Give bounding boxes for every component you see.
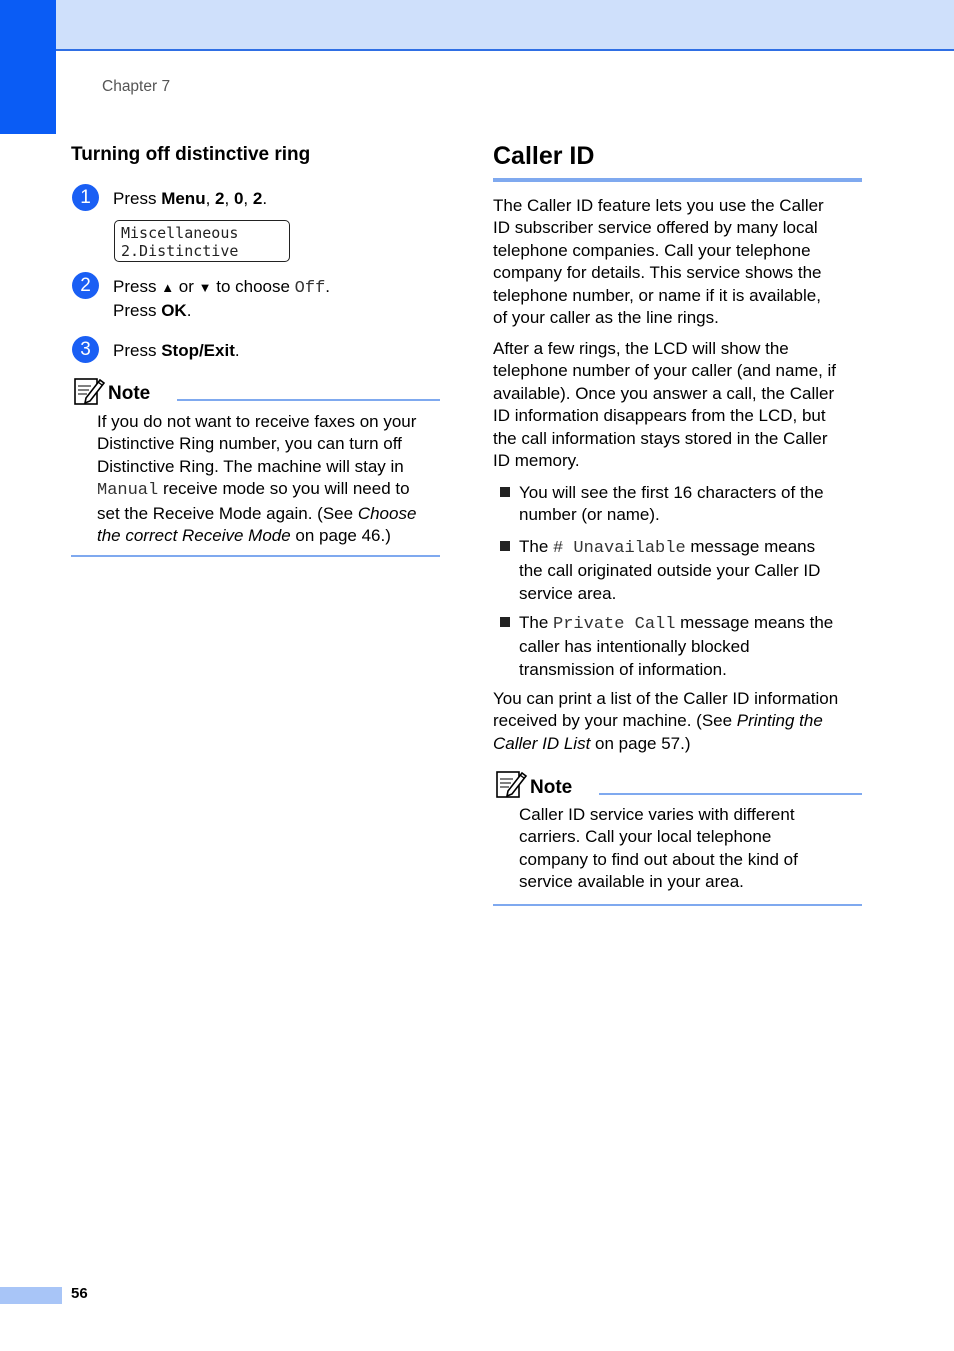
note-pencil-icon	[496, 769, 528, 799]
note-header-rule	[177, 399, 440, 401]
paragraph-lcd: After a few rings, the LCD will show the telephone number of your caller (and name, if available). Once you answer a call, the Caller ID information disappears from the LCD, but the call information stays stored in the Caller ID memory.	[493, 339, 837, 471]
note-body-right: Caller ID service varies with different carriers. Call your local telephone company to find out about the kind of service available in your area.	[519, 805, 798, 892]
page-number: 56	[71, 1285, 88, 1302]
note-bottom-rule	[71, 555, 440, 557]
step-1-number: 1	[72, 184, 99, 211]
note-bottom-rule	[493, 904, 862, 906]
footer-bar	[0, 1287, 62, 1304]
section-heading: Turning off distinctive ring	[71, 144, 311, 165]
bullet-square-icon	[500, 541, 510, 551]
note-pencil-icon	[74, 376, 106, 406]
title-rule	[493, 178, 862, 182]
note-label: Note	[530, 777, 573, 798]
step-2-text: Press ▲ or ▼ to choose Off. Press OK.	[113, 277, 331, 320]
paragraph-intro: The Caller ID feature lets you use the Caller ID subscriber service offered by many local telephone companies. Call your telephone company for details. This service shows the telephone number, or name if it is available, of your caller as the line rings.	[493, 196, 824, 328]
option-value: Off	[294, 279, 326, 298]
step-3-number: 3	[72, 336, 99, 363]
paragraph-print-list: You can print a list of the Caller ID information received by your machine. (See Printing the Caller ID List on page 57.)	[493, 689, 839, 753]
lcd-line-2: 2.Distinctive	[121, 242, 239, 260]
step-3-text: Press Stop/Exit.	[113, 341, 240, 360]
chapter-tab	[0, 0, 56, 134]
bullet-unavailable: The # Unavailable message means the call originated outside your Caller ID service area.	[519, 537, 821, 603]
page-title: Caller ID	[493, 142, 595, 170]
step-2-number: 2	[72, 272, 99, 299]
header-band	[0, 0, 954, 51]
lcd-line-1: Miscellaneous	[121, 224, 239, 242]
bullet-square-icon	[500, 617, 510, 627]
bullet-private-call: The Private Call message means the caller has intentionally blocked transmission of information.	[519, 613, 834, 679]
note-body-left: If you do not want to receive faxes on your Distinctive Ring number, you can turn off Distinctive Ring. The machine will stay in Manual receive mode so you will need to set the Receive Mode again. (See Choose the correct Receive Mode on page 46.)	[97, 412, 417, 546]
down-arrow-icon: ▼	[198, 280, 212, 295]
note-label: Note	[108, 383, 151, 404]
up-arrow-icon: ▲	[161, 280, 175, 295]
note-header-rule	[599, 793, 862, 795]
chapter-label: Chapter 7	[102, 78, 171, 95]
bullet-characters: You will see the first 16 characters of the number (or name).	[519, 483, 824, 525]
bullet-square-icon	[500, 487, 510, 497]
step-1-text: Press Menu, 2, 0, 2.	[113, 189, 268, 208]
lcd-display	[114, 220, 290, 262]
